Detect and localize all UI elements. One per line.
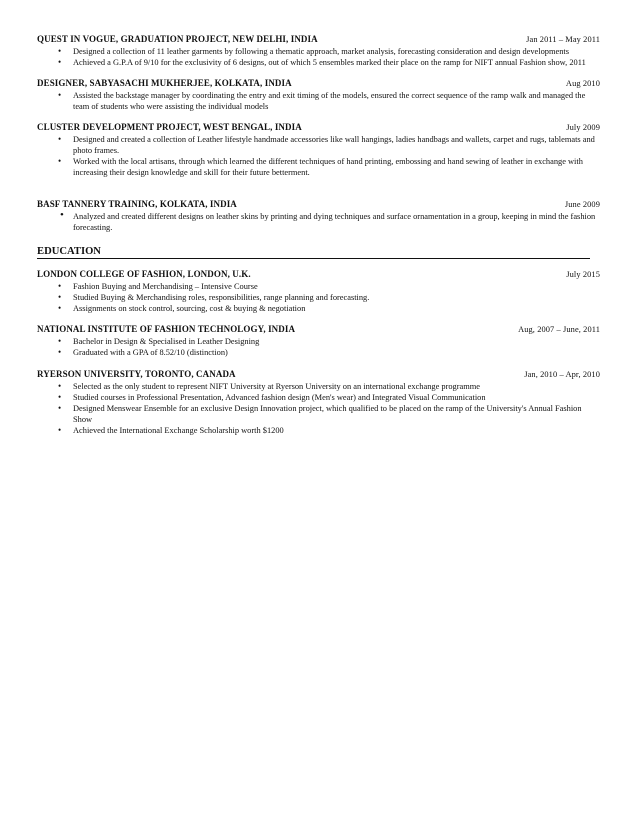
resume-page	[37, 34, 600, 436]
bullet-item: • Worked with the local artisans, through which learned the different techniques of hand printing, embossing and hand sewing of leather in exchange with increasing their design knowledge and skill for their future betterment.	[37, 156, 600, 178]
entry-title: LONDON COLLEGE OF FASHION, LONDON, U.K.	[37, 269, 251, 279]
bullet-list	[37, 90, 600, 112]
bullet-list	[37, 211, 600, 233]
education-entry	[37, 369, 600, 436]
entry-date: July 2009	[566, 123, 600, 132]
entry-header	[37, 269, 600, 280]
education-entry	[37, 269, 600, 314]
entry-date: June 2009	[564, 200, 600, 209]
entry-header	[37, 122, 600, 133]
bullet-list	[37, 46, 600, 68]
bullet-list	[37, 381, 600, 436]
entry-title: BASF TANNERY TRAINING, KOLKATA, INDIA	[37, 199, 237, 209]
education-entry	[37, 324, 600, 358]
entry-date: Jan, 2010 – Apr, 2010	[524, 370, 600, 379]
bullet-item: • Designed and created a collection of Leather lifestyle handmade accessories like wall hangings, ladies handbags and wallets, carpet and rugs, tablemats and photo frames.	[37, 134, 600, 156]
bullet-item: • Achieved a G.P.A of 9/10 for the exclusivity of 6 designs, out of which 5 ensembles marked their place on the ramp for NIFT annual Fashion show, 2011	[37, 57, 600, 68]
bullet-item: • Graduated with a GPA of 8.52/10 (distinction)	[37, 347, 600, 358]
bullet-item: • Fashion Buying and Merchandising – Intensive Course	[37, 281, 600, 292]
experience-entry	[37, 199, 600, 233]
entry-header	[37, 369, 600, 380]
entry-date: Jan 2011 – May 2011	[526, 35, 600, 44]
education-heading: EDUCATION	[37, 245, 590, 259]
bullet-list	[37, 281, 600, 314]
entry-title: QUEST IN VOGUE, GRADUATION PROJECT, NEW DELHI, INDIA	[37, 34, 318, 44]
bullet-item: • Designed Menswear Ensemble for an exclusive Design Innovation project, which qualified to be placed on the ramp of the University's Annual Fashion Show	[37, 403, 600, 425]
bullet-item: • Achieved the International Exchange Scholarship worth $1200	[37, 425, 600, 436]
bullet-item: • Designed a collection of 11 leather garments by following a thematic approach, market analysis, forecasting consideration and design developments	[37, 46, 600, 57]
bullet-item: • Studied courses in Professional Presentation, Advanced fashion design (Men's wear) and Integrated Visual Communication	[37, 392, 600, 403]
experience-entry	[37, 78, 600, 112]
entry-title: DESIGNER, SABYASACHI MUKHERJEE, KOLKATA, INDIA	[37, 78, 292, 88]
entry-header	[37, 34, 600, 45]
bullet-item: • Bachelor in Design & Specialised in Leather Designing	[37, 336, 600, 347]
entry-title: NATIONAL INSTITUTE OF FASHION TECHNOLOGY, INDIA	[37, 324, 296, 334]
entry-date: July 2015	[566, 270, 600, 279]
bullet-item: • Assisted the backstage manager by coordinating the entry and exit timing of the models, ensured the correct sequence of the ramp walk and managed the team of students who were assisting the individual models	[37, 90, 600, 112]
bullet-item: • Studied Buying & Merchandising roles, responsibilities, range planning and forecasting.	[37, 292, 600, 303]
entry-title: RYERSON UNIVERSITY, TORONTO, CANADA	[37, 369, 236, 379]
bullet-list	[37, 134, 600, 178]
entry-header	[37, 199, 600, 210]
bullet-item: • Analyzed and created different designs on leather skins by printing and dying techniques and surface ornamentation in a group, keeping in mind the fashion forecasting.	[37, 211, 600, 233]
entry-header	[37, 78, 600, 89]
entry-date: Aug, 2007 – June, 2011	[518, 325, 600, 334]
experience-entry	[37, 122, 600, 178]
experience-entry	[37, 34, 600, 68]
bullet-item: • Selected as the only student to represent NIFT University at Ryerson University on an international exchange programme	[37, 381, 600, 392]
bullet-item: • Assignments on stock control, sourcing, cost & buying & negotiation	[37, 303, 600, 314]
bullet-list	[37, 336, 600, 358]
entry-date: Aug 2010	[565, 79, 600, 88]
entry-header	[37, 324, 600, 335]
entry-title: CLUSTER DEVELOPMENT PROJECT, WEST BENGAL, INDIA	[37, 122, 302, 132]
